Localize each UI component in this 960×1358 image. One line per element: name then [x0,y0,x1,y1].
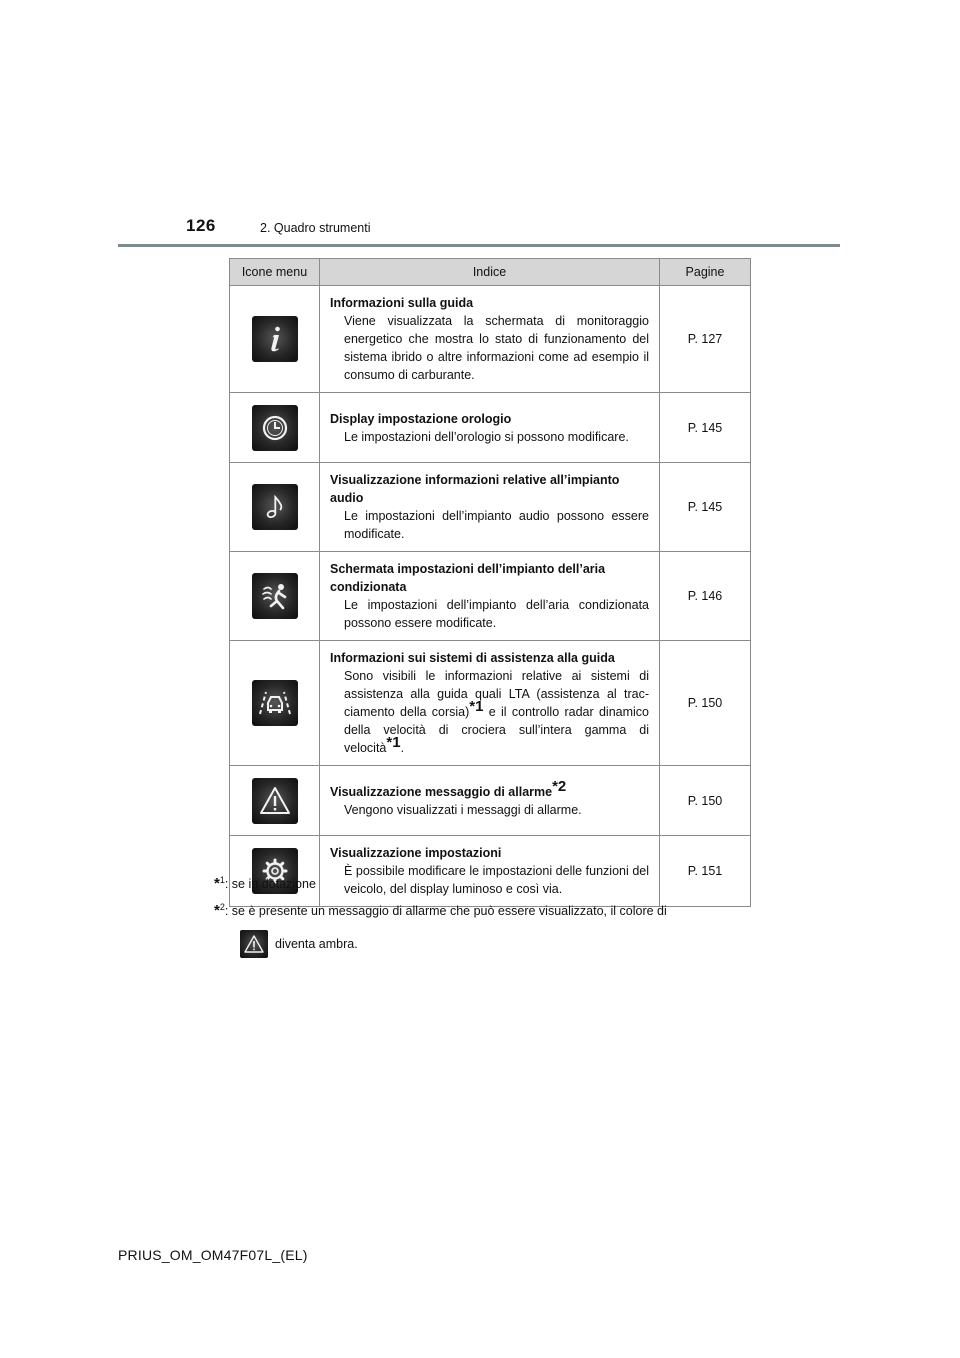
table-row [230,393,751,463]
document-code: PRIUS_OM_OM47F07L_(EL) [118,1247,308,1263]
page-reference: P. 150 [660,766,751,836]
table-row [230,641,751,766]
row-title: Visualizzazione messaggio di allarme$^{*2}$ [330,777,567,799]
footnote-1: *$^1$: se in dotazione [214,874,316,892]
driving-assist-icon [252,680,298,726]
footnote-ref: *1 [469,697,484,715]
warning-icon [252,778,298,824]
table-row [230,552,751,641]
page-reference: P. 145 [660,463,751,552]
row-description: Vengono visualizzati i messaggi di allarme. [344,802,582,817]
row-description: È possibile modificare le impostazioni delle funzioni del veicolo, del display luminoso e così via. [344,864,649,896]
row-title: Display impostazione orologio [330,411,512,426]
clock-icon [252,405,298,451]
warning-icon [240,930,268,958]
header-rule [118,244,840,247]
row-title: Informazioni sui sistemi di assistenza alla guida [330,651,615,665]
air-conditioning-icon [252,573,298,619]
footnote-ref: *2 [552,777,567,795]
row-description: Le impostazioni dell’impianto audio possono essere modificate. [344,509,649,541]
column-header-pages: Pagine [660,259,751,286]
table-row [230,836,751,907]
page-number: 126 [186,216,216,235]
footnote-2-continuation: diventa ambra. [240,930,358,958]
column-header-icons: Icone menu [230,259,320,286]
column-header-index: Indice [320,259,660,286]
table-row [230,286,751,393]
page-reference: P. 146 [660,552,751,641]
page-reference: P. 151 [660,836,751,907]
menu-table [229,258,751,907]
row-title: Visualizzazione impostazioni [330,846,502,860]
table-row [230,463,751,552]
music-note-icon [252,484,298,530]
row-description: Sono visibili le informazioni relative ai sistemi di assistenza alla guida quali LTA (assistenza al tracciamento della corsia)$^{*1}$ e il controllo radar dinamico della velocità di crociera sull’intera gamma di velocità$^{*1}$. [344,669,649,755]
row-description: Le impostazioni dell’impianto dell’aria condizionata possono essere modificate. [344,598,649,630]
footnote-2: *$^2$: se è presente un messaggio di allarme che può essere visualizzato, il colore di [214,901,667,919]
table-header-row [230,259,751,286]
row-title: Visualizzazione informazioni relative all’impianto audio [330,473,620,505]
row-description: Le impostazioni dell’orologio si possono modificare. [344,429,629,444]
section-title: 2. Quadro strumenti [260,221,371,235]
page-reference: P. 145 [660,393,751,463]
table-row [230,766,751,836]
page-reference: P. 127 [660,286,751,393]
info-icon [252,316,298,362]
footnote-ref: *1 [386,733,401,751]
row-title: Schermata impostazioni dell’impianto dell’aria condizionata [330,562,606,594]
row-title: Informazioni sulla guida [330,296,474,310]
page-reference: P. 150 [660,641,751,766]
row-description: Viene visualizzata la schermata di monitoraggio energetico che mostra lo stato di funzionamento del sistema ibrido o altre informazioni come ad esempio il consumo di carburante. [344,314,649,382]
